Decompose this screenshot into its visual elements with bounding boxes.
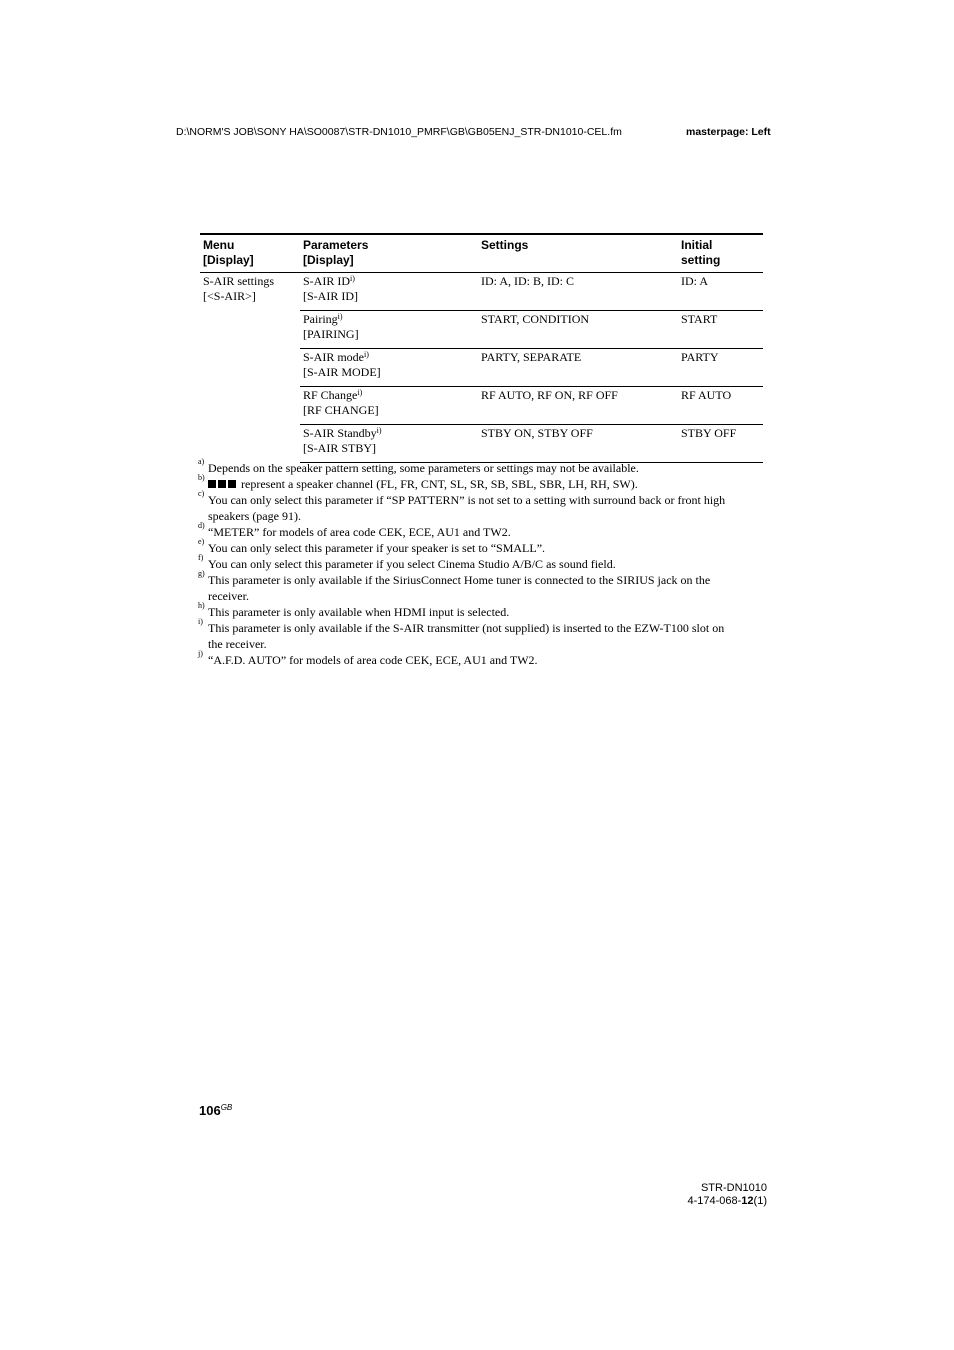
- settings-cell: ID: A, ID: B, ID: C: [478, 273, 678, 311]
- initial-cell: STBY OFF: [678, 425, 763, 463]
- header-menu: Menu [Display]: [200, 234, 300, 273]
- settings-cell: START, CONDITION: [478, 311, 678, 349]
- initial-cell: RF AUTO: [678, 387, 763, 425]
- header-file-path: D:\NORM'S JOB\SONY HA\SO0087\STR-DN1010_PMRF\GB\GB05ENJ_STR-DN1010-CEL.fm: [176, 126, 622, 138]
- footnote-j: j) “A.F.D. AUTO” for models of area code CEK, ECE, AU1 and TW2.: [198, 649, 538, 667]
- part-number: 4-174-068-12(1): [687, 1195, 767, 1207]
- footnote-d: d) “METER” for models of area code CEK, ECE, AU1 and TW2.: [198, 521, 511, 539]
- initial-cell: START: [678, 311, 763, 349]
- footnote-a: a) Depends on the speaker pattern setting, some parameters or settings may not be available.: [198, 457, 639, 475]
- param-cell: RF Change$^{i)}$ [RF CHANGE]: [300, 387, 478, 425]
- footnote-g: g) This parameter is only available if the SiriusConnect Home tuner is connected to the SIRIUS jack on the receiver.: [198, 569, 711, 603]
- footnote-f: f) You can only select this parameter if you select Cinema Studio A/B/C as sound field.: [198, 553, 616, 571]
- param-cell: S-AIR ID$^{i)}$ [S-AIR ID]: [300, 273, 478, 311]
- initial-cell: ID: A: [678, 273, 763, 311]
- model-code: [687, 1182, 767, 1208]
- speaker-channel-squares-icon: [208, 477, 238, 491]
- settings-cell: STBY ON, STBY OFF: [478, 425, 678, 463]
- table-row: [200, 273, 763, 311]
- page-number: $106^{GB}$: [199, 1103, 233, 1118]
- footnote-c: c) You can only select this parameter if “SP PATTERN” is not set to a setting with surround back or front high speakers (page 91).: [198, 489, 726, 523]
- header-settings: Settings: [478, 234, 678, 273]
- menu-cell: S-AIR settings [<S-AIR>]: [203, 274, 275, 303]
- initial-cell: PARTY: [678, 349, 763, 387]
- param-cell: Pairing$^{i)}$ [PAIRING]: [300, 311, 478, 349]
- settings-cell: RF AUTO, RF ON, RF OFF: [478, 387, 678, 425]
- param-cell: S-AIR Standby$^{i)}$ [S-AIR STBY]: [300, 425, 478, 463]
- header-initial: Initial setting: [678, 234, 763, 273]
- header-masterpage: masterpage: Left: [686, 126, 771, 138]
- header-parameters: Parameters [Display]: [300, 234, 478, 273]
- table-header-row: [200, 234, 763, 273]
- model-name: STR-DN1010: [700, 1182, 767, 1194]
- footnote-b: b) represent a speaker channel (FL, FR, CNT, SL, SR, SB, SBL, SBR, LH, RH, SW).: [198, 473, 638, 491]
- footnotes: [198, 457, 764, 668]
- footnote-e: e) You can only select this parameter if your speaker is set to “SMALL”.: [198, 537, 546, 555]
- footnote-h: h) This parameter is only available when HDMI input is selected.: [198, 601, 510, 619]
- param-cell: S-AIR mode$^{i)}$ [S-AIR MODE]: [300, 349, 478, 387]
- settings-table: [200, 233, 763, 463]
- settings-cell: PARTY, SEPARATE: [478, 349, 678, 387]
- footnote-i: i) This parameter is only available if the S-AIR transmitter (not supplied) is inserted to the EZW-T100 slot on the receiver.: [198, 617, 725, 651]
